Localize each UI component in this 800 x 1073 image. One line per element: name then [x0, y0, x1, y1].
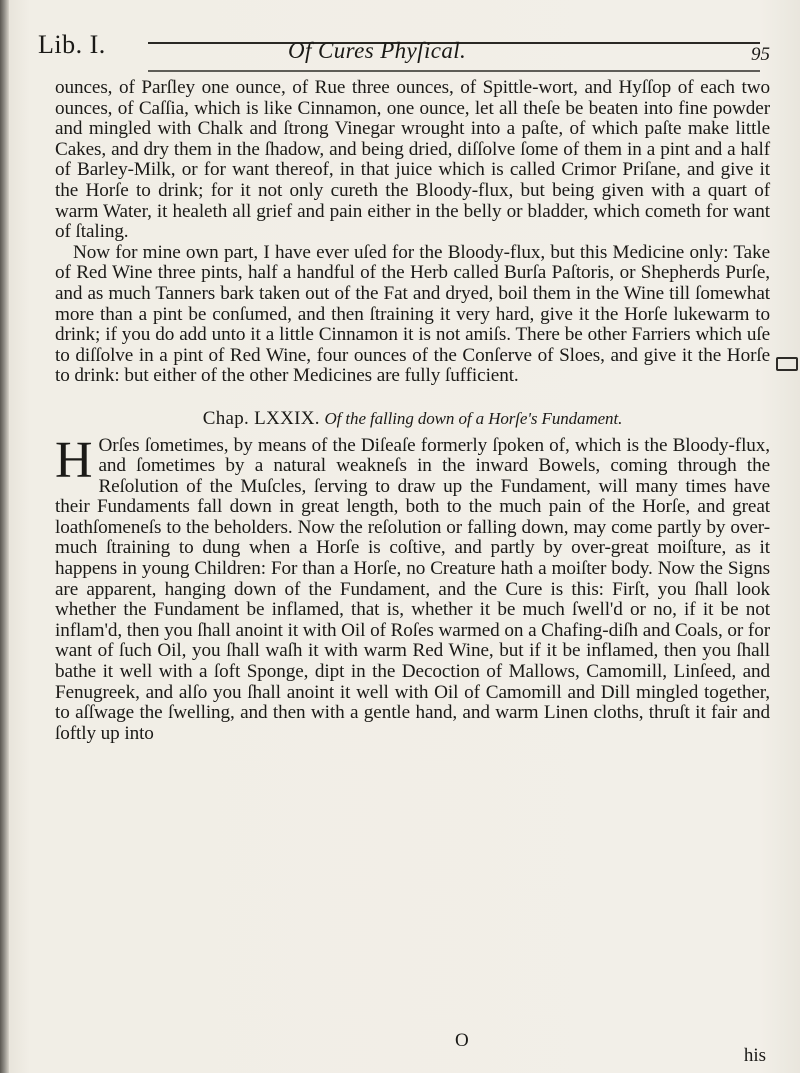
margin-bracket-mark — [776, 357, 798, 371]
paragraph-recipe: ounces, of Parſley one ounce, of Rue three ounces, of Spittle-wort, and Hyſſop of each two ounces, of Caſſia, which is like Cinnamon, one ounce, let all theſe be beaten into fine powder and mingled with Chalk and ſtrong Vinegar wrought into a paſte, of which paſte make little Cakes, and dry them in the ſhadow, and being dried, diſſolve ſome of them in a pint and a half of Barley-Milk, or for want thereof, in that juice which is called Crimor Priſane, and give it the Horſe to drink; for it not only cureth the Bloody-flux, but being given with a quart of warm Water, it healeth all grief and pain either in the belly or bladder, which cometh for want of ſtaling. — [55, 77, 770, 243]
page-body — [55, 78, 770, 744]
catchword: his — [743, 1045, 766, 1066]
chapter-label: Chap. LXXIX. — [202, 407, 320, 429]
book-reference: Lib. I. — [38, 30, 106, 59]
page-binding-edge — [0, 0, 9, 1073]
page-number: 95 — [751, 44, 770, 65]
chapter-heading — [55, 409, 770, 430]
drop-capital: H — [55, 431, 93, 489]
signature-mark: O — [455, 1030, 469, 1051]
chapter-title: Of the falling down of a Horſe's Fundament. — [324, 408, 623, 428]
running-header — [38, 26, 778, 76]
running-title: Of Cures Phyſical. — [288, 38, 467, 63]
paragraph-authors-remedy: Now for mine own part, I have ever uſed for the Bloody-flux, but this Medicine only: Take of Red Wine three pints, half a handful of the Herb called Burſa Paſtoris, or Shepherds Purſe, and as much Tanners bark taken out of the Fat and dryed, boil them in the Wine till ſomewhat more than a pint be conſumed, and then ſtraining it very hard, give it the Horſe lukewarm to drink; if you do add unto it a little Cinnamon it is not amiſs. There be other Farriers which uſe to diſſolve in a pint of Red Wine, four ounces of the Conſerve of Sloes, and give it the Horſe to drink: but either of the other Medicines are fully ſufficient. — [55, 241, 770, 387]
chapter-paragraph — [55, 431, 770, 745]
chapter-paragraph-text: Orſes ſometimes, by means of the Diſeaſe formerly ſpoken of, which is the Bloody-flux, and ſometimes by a natural weakneſs in the inward Bowels, coming through the Reſolution of the Muſcles, ſerving to draw up the Fundament, will many times have their Fundaments fall down in great length, both to the much pain of the Horſe, and great loathſomeneſs to the beholders. Now the reſolution or falling down, may come partly by over-much ſtraining to dung when a Horſe is coſtive, and partly by over-great moiſture, as it happens in young Children: For than a Horſe, no Creature hath a moiſter body. Now the Signs are apparent, hanging down of the Fundament, and the Cure is this: Firſt, you ſhall look whether the Fundament be inflamed, that is, whether it be much ſwell'd or no, if it be not inflam'd, then you ſhall anoint it with Oil of Roſes warmed on a Chafing-diſh and Coals, or for want of ſuch Oil, you ſhall waſh it with warm Red Wine, but if it be inflamed, then you ſhall bathe it well with a ſoft Sponge, dipt in the Decoction of Mallows, Camomill, Linſeed, and Fenugreek, and alſo you ſhall anoint it well with Oil of Camomill and Dill mingled together, to aſſwage the ſwelling, and then with a gentle hand, and warm Linen cloths, thruſt it fair and ſoftly up into — [55, 434, 770, 744]
header-rule-bottom — [148, 70, 760, 72]
